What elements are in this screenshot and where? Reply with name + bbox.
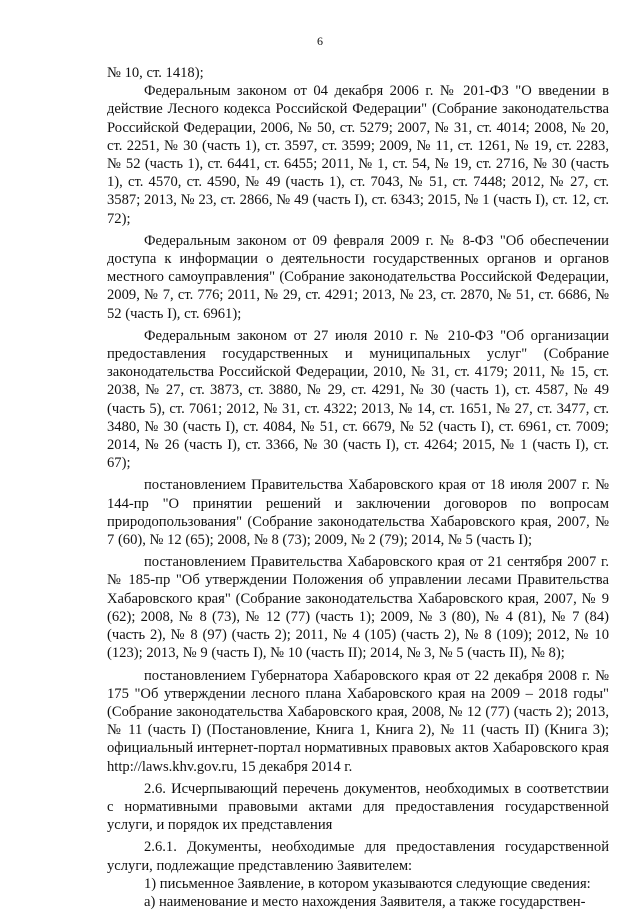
document-body — [107, 64, 609, 911]
paragraph: постановлением Правительства Хабаровского края от 18 июля 2007 г. № 144-пр "О принятии решений и заключении договоров по вопросам природопользования" (Собрание законодательства Хабаровского края, 2007, № 7 (60), № 12 (65); 2008, № 8 (73); 2009, № 2 (79); 2014, № 5 (часть I); — [107, 477, 609, 549]
paragraph: 2.6. Исчерпывающий перечень документов, необходимых в соответствии с нормативными правовыми актами для предоставления государственной услуги, и порядок их представления — [107, 780, 609, 834]
paragraph: а) наименование и место нахождения Заявителя, а также государствен- — [144, 893, 586, 910]
paragraph: постановлением Правительства Хабаровского края от 21 сентября 2007 г. № 185-пр "Об утверждении Положения об управлении лесами Правительства Хабаровского края" (Собрание законодательства Хабаровского края, 2007, № 9 (62); 2008, № 8 (73), № 12 (77) (часть 1); 2009, № 3 (80), № 4 (81), № 7 (84) (часть 2), № 8 (97) (часть 2); 2011, № 4 (105) (часть 2), № 8 (109); 2012, № 10 (123); 2013, № 9 (часть I), № 10 (часть II); 2014, № 3, № 5 (часть II), № 8); — [107, 554, 609, 662]
paragraph: № 10, ст. 1418); — [107, 65, 204, 81]
paragraph: Федеральным законом от 04 декабря 2006 г. № 201-ФЗ "О введении в действие Лесного кодекса Российской Федерации" (Собрание законодательства Российской Федерации, 2006, № 50, ст. 5279; 2007, № 31, ст. 4014; 2008, № 20, ст. 2251, № 30 (часть 1), ст. 3597, ст. 3599; 2009, № 11, ст. 1261, № 19, ст. 2283, № 52 (часть 1), ст. 6441, ст. 6455; 2011, № 1, ст. 54, № 19, ст. 2716, № 30 (часть 1), ст. 4570, ст. 4590, № 49 (часть 1), ст. 7043, № 51, ст. 7448; 2012, № 27, ст. 3587; 2013, № 23, ст. 2866, № 49 (часть I), ст. 6343; 2015, № 1 (часть I), ст. 12, ст. 72); — [107, 83, 609, 227]
page-number: 6 — [317, 34, 323, 48]
paragraph: Федеральным законом от 09 февраля 2009 г. № 8-ФЗ "Об обеспечении доступа к информации о деятельности государственных органов и органов местного самоуправления" (Собрание законодательства Российской Федерации, 2009, № 7, ст. 776; 2011, № 29, ст. 4291; 2013, № 23, ст. 2870, № 51, ст. 6686, № 52 (часть I), ст. 6961); — [107, 232, 609, 322]
paragraph: Федеральным законом от 27 июля 2010 г. № 210-ФЗ "Об организации предоставления государственных и муниципальных услуг" (Собрание законодательства Российской Федерации, 2010, № 31, ст. 4179; 2011, № 15, ст. 2038, № 27, ст. 3873, ст. 3880, № 29, ст. 4291, № 30 (часть 1), ст. 4587, № 49 (часть 5), ст. 7061; 2012, № 31, ст. 4322; 2013, № 14, ст. 1651, № 27, ст. 3477, ст. 3480, № 30 (часть I), ст. 4084, № 51, ст. 6679, № 52 (часть I), ст. 6961, ст. 7009; 2014, № 26 (часть I), ст. 3366, № 30 (часть I), ст. 4264; 2015, № 1 (часть I), ст. 67); — [107, 327, 609, 472]
paragraph: постановлением Губернатора Хабаровского края от 22 декабря 2008 г. № 175 "Об утверждении лесного плана Хабаровского края на 2009 – 2018 годы" (Собрание законодательства Хабаровского края, 2008, № 12 (77) (часть 2); 2013, № 11 (часть I) (Постановление, Книга 1, Книга 2), № 11 (часть II) (Книга 3); официальный интернет-портал нормативных правовых актов Хабаровского края http://laws.khv.gov.ru, 15 декабря 2014 г. — [107, 667, 609, 775]
paragraph: 1) письменное Заявление, в котором указываются следующие сведения: — [144, 875, 591, 892]
paragraph: 2.6.1. Документы, необходимые для предоставления государственной услуги, подлежащие представлению Заявителем: — [107, 839, 609, 874]
